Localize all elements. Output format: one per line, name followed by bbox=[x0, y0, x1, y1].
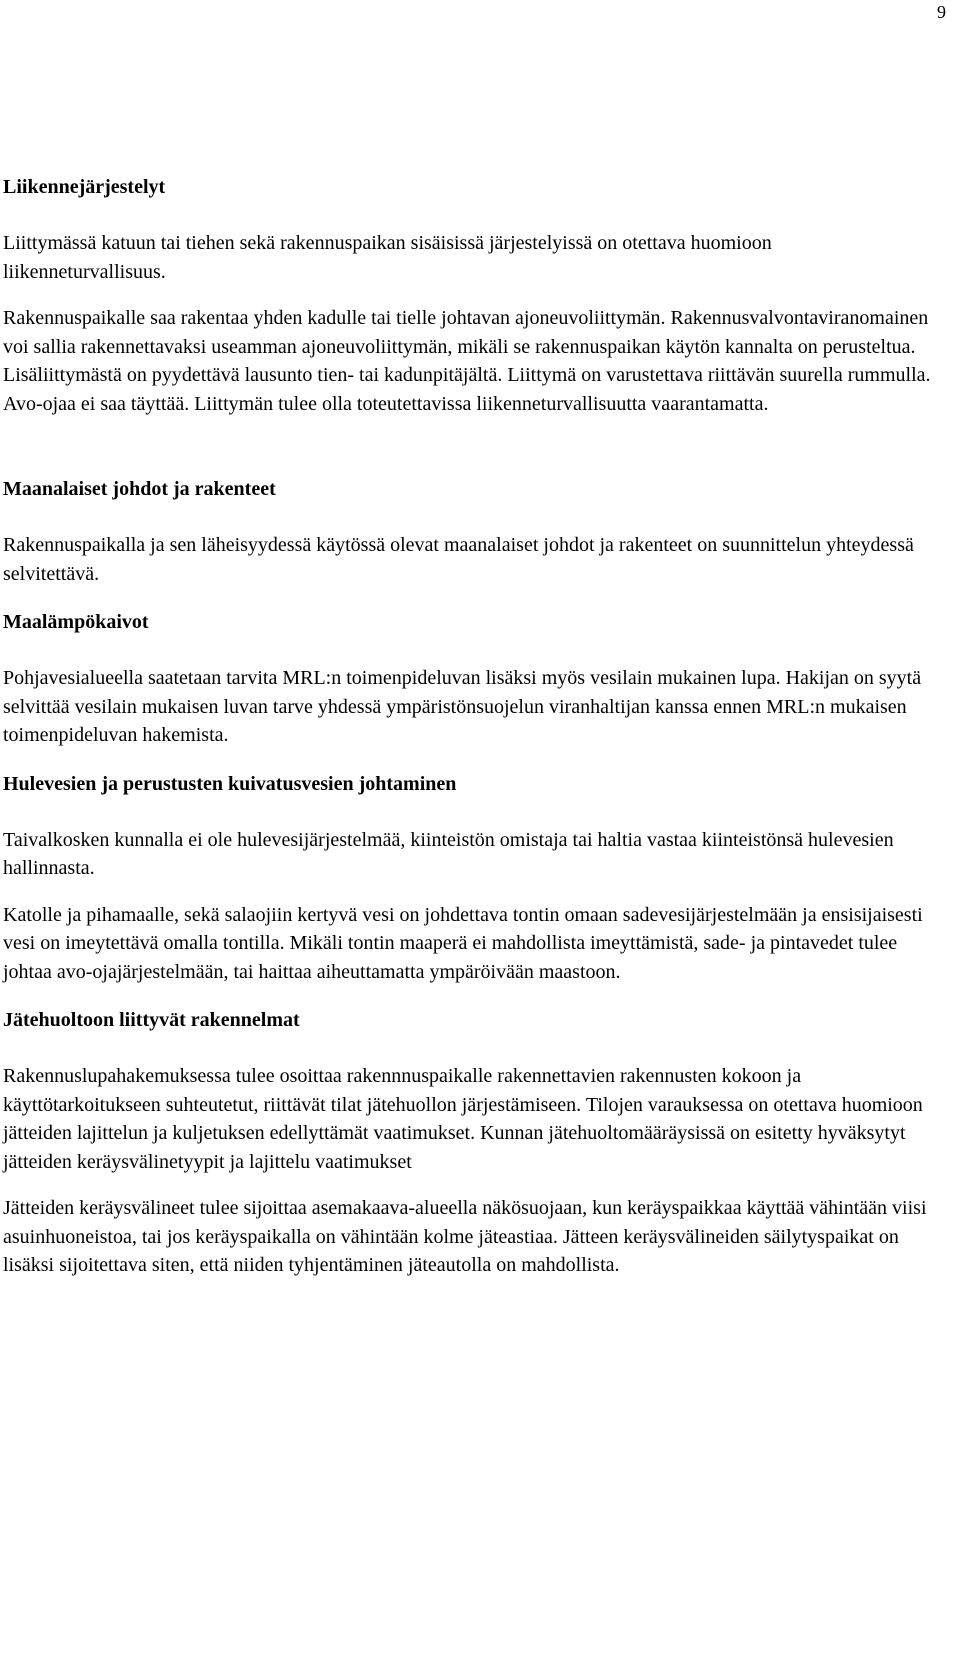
section-heading-jatehuolto: Jätehuoltoon liittyvät rakennelmat bbox=[3, 1009, 300, 1031]
paragraph: Taivalkosken kunnalla ei ole hulevesijärjestelmää, kiinteistön omistaja tai haltia vastaa kiinteistönsä hulevesien hallinnasta. bbox=[3, 828, 894, 879]
paragraph: Liittymässä katuun tai tiehen sekä rakennuspaikan sisäisissä järjestelyissä on otettava huomioon liikenneturvallisuus. bbox=[3, 232, 772, 283]
paragraph: Rakennuspaikalle saa rakentaa yhden kadulle tai tielle johtavan ajoneuvoliittymän. Rakennusvalvontaviranomainen voi sallia rakennettavaksi useamman ajoneuvoliittymän, mikäli se rakennuspaikan käytön kannalta on perusteltua. Lisäliittymästä on pyydettävä lausunto tien- tai kadunpitäjältä. Liittymä on varustettava riittävän suurella rummulla. Avo-ojaa ei saa täyttää. Liittymän tulee olla toteutettavissa liikenneturvallisuutta vaarantamatta. bbox=[3, 307, 931, 415]
paragraph: Rakennuslupahakemuksessa tulee osoittaa rakennnuspaikalle rakennettavien rakennusten kokoon ja käyttötarkoitukseen suhteutetut, riittävät tilat jätehuollon järjestämiseen. Tilojen varauksessa on otettava huomioon jätteiden lajittelun ja kuljetuksen edellyttämät vaatimukset. Kunnan jätehuoltomääräysissä on esitetty hyväksytyt jätteiden keräysvälinetyypit ja lajittelu vaatimukset bbox=[3, 1065, 923, 1173]
paragraph: Rakennuspaikalla ja sen läheisyydessä käytössä olevat maanalaiset johdot ja rakenteet on suunnittelun yhteydessä selvitettävä. bbox=[3, 534, 914, 585]
document-body bbox=[3, 171, 933, 1280]
paragraph: Pohjavesialueella saatetaan tarvita MRL:n toimenpideluvan lisäksi myös vesilain mukainen lupa. Hakijan on syytä selvittää vesilain mukaisen luvan tarve yhdessä ympäristönsuojelun viranhaltijan kanssa ennen MRL:n mukaisen toimenpideluvan hakemista. bbox=[3, 667, 922, 746]
paragraph: Katolle ja pihamaalle, sekä salaojiin kertyvä vesi on johdettava tontin omaan sadevesijärjestelmään ja ensisijaisesti vesi on imeytettävä omalla tontilla. Mikäli tontin maaperä ei mahdollista imeyttämistä, sade- ja pintavedet tulee johtaa avo-ojajärjestelmään, tai haittaa aiheuttamatta ympäröivään maastoon. bbox=[3, 903, 923, 983]
section-heading-maanalaiset-johdot: Maanalaiset johdot ja rakenteet bbox=[3, 478, 276, 500]
section-heading-hulevesien-johtaminen: Hulevesien ja perustusten kuivatusvesien johtaminen bbox=[3, 772, 457, 795]
paragraph: Jätteiden keräysvälineet tulee sijoittaa asemakaava-alueella näkösuojaan, kun keräyspaikkaa käyttää vähintään viisi asuinhuoneistoa, tai jos keräyspaikalla on vähintään kolme jäteastiaa. Jätteen keräysvälineiden säilytyspaikat on lisäksi sijoitettava siten, että niiden tyhjentäminen jäteautolla on mahdollista. bbox=[3, 1197, 927, 1276]
section-heading-maalampokaivot: Maalämpökaivot bbox=[3, 611, 149, 633]
section-heading-liikennejarjestelyt: Liikennejärjestelyt bbox=[3, 176, 166, 198]
page-number: 9 bbox=[937, 2, 946, 22]
